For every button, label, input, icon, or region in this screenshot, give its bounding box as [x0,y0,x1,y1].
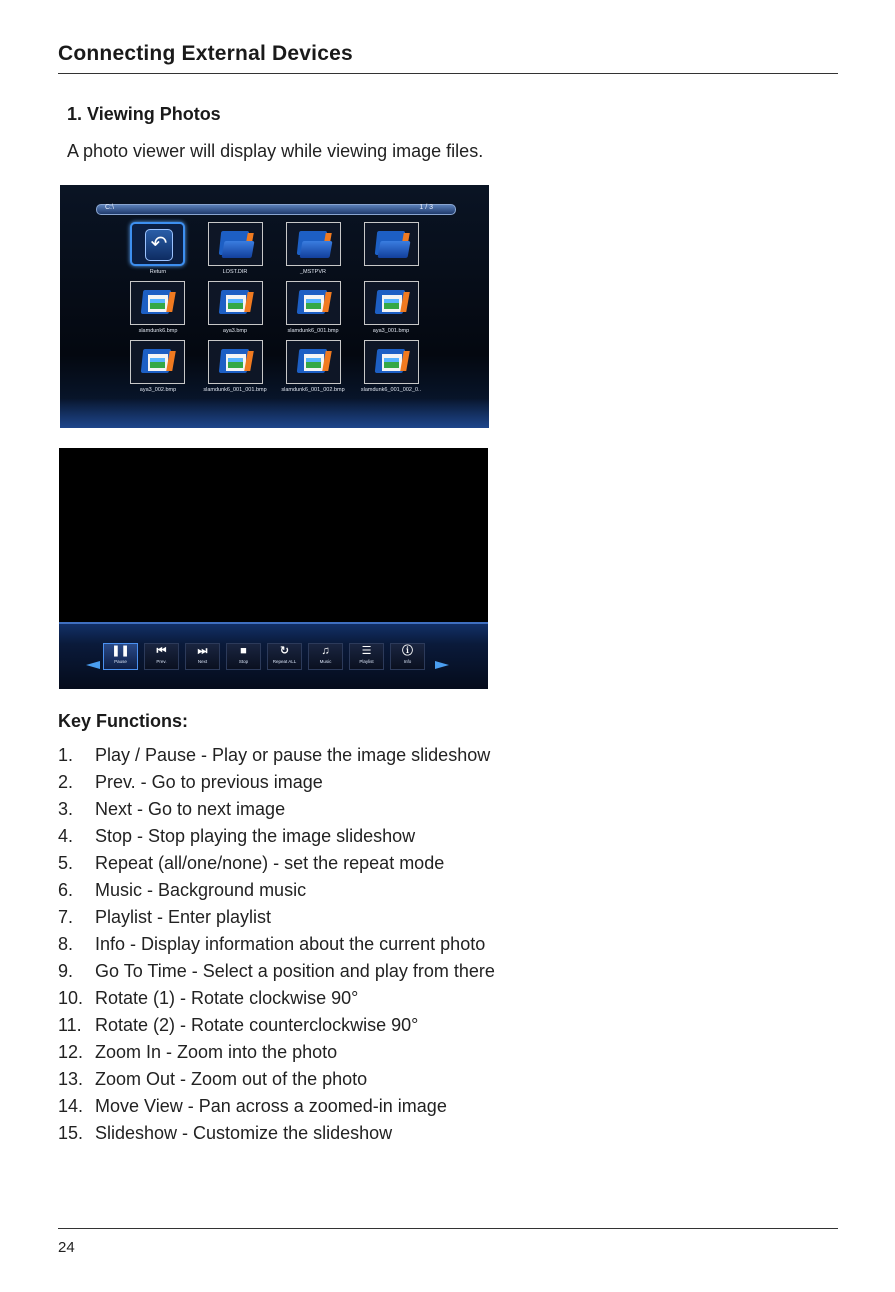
image-file-icon [142,290,175,317]
stop-button[interactable] [226,643,261,670]
browser-item-image[interactable] [364,281,419,325]
list-item: 6. Music - Background music [58,880,307,900]
browser-item-image[interactable] [208,281,263,325]
repeat-icon: ↻ [279,645,290,657]
prev-button[interactable] [144,643,179,670]
previous-icon: ⏮ [156,645,167,657]
browser-item-image[interactable] [286,340,341,384]
browser-item-label: slamdunk6_001_001.bmp [203,387,267,393]
scroll-left-arrow-icon[interactable] [86,661,100,669]
folder-icon [376,231,409,258]
browser-item-image[interactable] [286,281,341,325]
header-divider [58,73,838,74]
browser-item-image[interactable] [208,340,263,384]
pause-button[interactable] [103,643,138,670]
list-item: 1. Play / Pause - Play or pause the image slideshow [58,745,491,765]
pause-icon: ❚❚ [111,645,130,657]
return-icon: ↶ [145,229,173,261]
info-icon: ⓘ [402,645,413,657]
list-item: 3. Next - Go to next image [58,799,286,819]
photo-browser-screenshot [60,185,489,428]
browser-path-bar [96,204,456,215]
browser-item-label: _MSTPVR [300,269,326,275]
browser-item-label: aya3_001.bmp [372,328,410,334]
browser-item-image[interactable] [130,340,185,384]
control-label: Next [197,659,208,664]
browser-item-return[interactable] [130,222,185,266]
control-label: Music [319,659,332,664]
key-functions-title: Key Functions: [58,711,189,731]
browser-item-label: Return [149,269,167,275]
next-button[interactable] [185,643,220,670]
folder-icon [298,231,331,258]
browser-item-label: aya3_002.bmp [139,387,177,393]
repeat-button[interactable] [267,643,302,670]
info-button[interactable] [390,643,425,670]
list-item: 5. Repeat (all/one/none) - set the repeat mode [58,853,445,873]
control-label: Prev. [156,659,167,664]
control-label: Info [403,659,412,664]
list-item: 9. Go To Time - Select a position and play from there [58,961,495,981]
image-file-icon [220,290,253,317]
browser-item-label: slamdunk6_001.bmp [287,328,339,334]
photo-player-screenshot [59,448,488,689]
scroll-right-arrow-icon[interactable] [435,661,449,669]
section-intro: A photo viewer will display while viewing image files. [67,141,484,161]
key-functions-list [58,745,495,1150]
folder-icon [220,231,253,258]
list-item: 2. Prev. - Go to previous image [58,772,323,792]
section-title: 1. Viewing Photos [67,104,221,124]
control-label: Repeat ALL [272,659,297,664]
playlist-button[interactable] [349,643,384,670]
browser-item-image[interactable] [130,281,185,325]
footer-divider [58,1228,838,1229]
image-file-icon [298,349,331,376]
next-icon: ⏭ [197,645,208,657]
list-item: 11. Rotate (2) - Rotate counterclockwise 90° [58,1015,419,1035]
image-file-icon [220,349,253,376]
list-item: 7. Playlist - Enter playlist [58,907,272,927]
list-item: 13. Zoom Out - Zoom out of the photo [58,1069,368,1089]
browser-bottom-glow [60,398,489,428]
list-item: 8. Info - Display information about the current photo [58,934,486,954]
browser-item-label: slamdunk6_001_002_0.. [360,387,422,393]
list-item: 10. Rotate (1) - Rotate clockwise 90° [58,988,359,1008]
image-file-icon [142,349,175,376]
list-item: 4. Stop - Stop playing the image slideshow [58,826,416,846]
stop-icon: ■ [240,645,247,657]
list-item: 12. Zoom In - Zoom into the photo [58,1042,338,1062]
browser-item-label: slamdunk6_001_002.bmp [281,387,345,393]
page-header-title: Connecting External Devices [58,42,353,65]
image-file-icon [376,290,409,317]
browser-item-folder[interactable] [286,222,341,266]
playlist-icon: ☰ [361,645,372,657]
image-file-icon [376,349,409,376]
control-label: Playlist [359,659,374,664]
list-item: 14. Move View - Pan across a zoomed-in image [58,1096,447,1116]
control-label: Stop [238,659,249,664]
control-label: Pause [114,659,127,664]
browser-item-label: slamdunk6.bmp [138,328,178,334]
image-file-icon [298,290,331,317]
browser-item-folder[interactable] [364,222,419,266]
browser-item-folder[interactable] [208,222,263,266]
browser-item-label: aya3.bmp [222,328,248,334]
list-item: 15. Slideshow - Customize the slideshow [58,1123,393,1143]
browser-item-label: LOST.DIR [222,269,248,275]
music-icon: ♫ [321,645,330,657]
music-button[interactable] [308,643,343,670]
browser-item-image[interactable] [364,340,419,384]
browser-path: C:\ [105,204,114,211]
browser-page-indicator: 1 / 3 [419,204,433,211]
page-number: 24 [58,1239,75,1256]
